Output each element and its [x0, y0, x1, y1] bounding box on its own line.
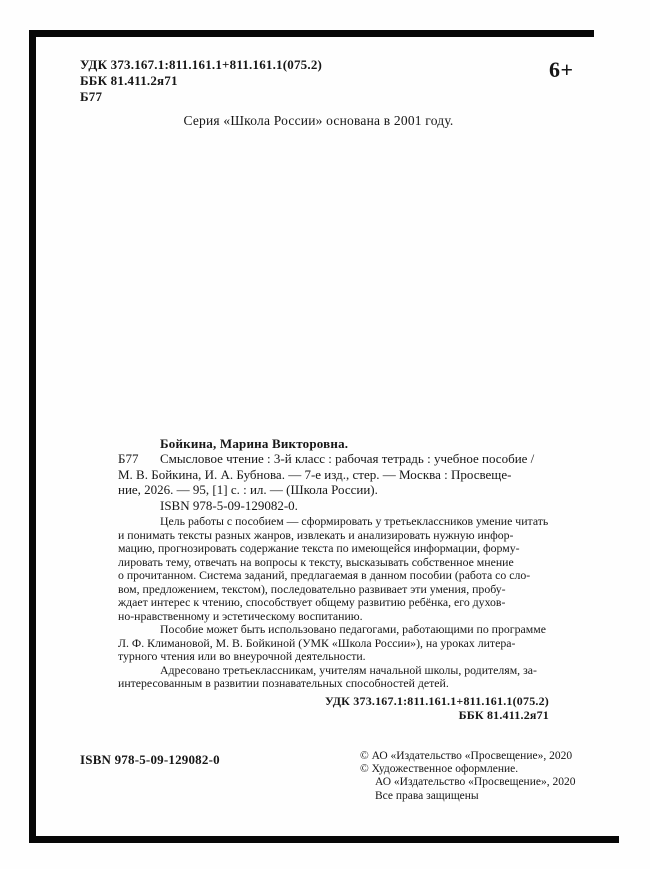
annotation-paragraph	[118, 515, 549, 623]
text-line: турного чтения или во внеурочной деятельности.	[118, 649, 366, 664]
author-sign-top: Б77	[80, 89, 103, 104]
author-sign-card: Б77	[118, 451, 139, 467]
copyright-block	[360, 750, 575, 803]
bbk-code-right: ББК 81.411.2я71	[458, 707, 549, 722]
text-line: Все права защищены	[375, 789, 479, 802]
author-heading: Бойкина, Марина Викторовна.	[160, 436, 349, 451]
page-edge-left	[29, 30, 36, 843]
text-line: интересованным в развитии познавательных способностей детей.	[118, 676, 449, 691]
text-line: ждает интерес к чтению, способствует общему развитию ребёнка, его духов-	[118, 595, 506, 610]
text-line: ние, 2026. — 95, [1] с. : ил. — (Школа России).	[118, 482, 378, 498]
text-line: © АО «Издательство «Просвещение», 2020	[360, 750, 573, 762]
bibliographic-description	[118, 451, 549, 497]
text-line: АО «Издательство «Просвещение», 2020	[375, 776, 576, 789]
annotation-paragraph	[118, 623, 549, 664]
annotation	[118, 515, 549, 691]
text-line: Пособие может быть использовано педагогами, работающими по программе	[160, 622, 546, 637]
text-line: Адресовано третьеклассникам, учителям начальной школы, родителям, за-	[160, 662, 537, 677]
page-edge-bottom	[29, 836, 619, 843]
series-note: Серия «Школа России» основана в 2001 году.	[183, 113, 454, 128]
text-line: Цель работы с пособием — сформировать у третьеклассников умение читать	[160, 514, 549, 529]
text-line: Смысловое чтение : 3-й класс : рабочая тетрадь : учебное пособие /	[160, 451, 535, 467]
text-line: © Художественное оформление.	[360, 763, 519, 776]
classification-block	[80, 57, 322, 105]
text-line: о прочитанном. Система заданий, предлагаемая в данном пособии (работа со сло-	[118, 568, 531, 583]
udk-code: УДК 373.167.1:811.161.1+811.161.1(075.2)	[80, 57, 323, 72]
text-line: Л. Ф. Климановой, М. В. Бойкиной (УМК «Школа России»), на уроках литера-	[118, 635, 516, 650]
page-edge-top	[29, 30, 594, 37]
bbk-code: ББК 81.411.2я71	[80, 73, 178, 88]
text-line: М. В. Бойкина, И. А. Бубнова. — 7-е изд., стер. — Москва : Просвеще-	[118, 466, 512, 482]
age-rating-badge: 6+	[549, 57, 574, 82]
catalog-card	[118, 436, 549, 722]
footer-isbn: ISBN 978-5-09-129082-0	[80, 752, 220, 767]
text-line: мацию, прогнозировать содержание текста по имеющейся информации, форму-	[118, 541, 520, 556]
text-line: и понимать тексты разных жанров, извлекать и анализировать нужную инфор-	[118, 527, 514, 542]
text-line: лировать тему, отвечать на вопросы к тексту, высказывать собственное мнение	[118, 554, 514, 569]
text-line: вом, предложением, текстом), последовательно развивает эти умения, пробу-	[118, 581, 506, 596]
text-line: но-нравственному и эстетическому воспитанию.	[118, 608, 363, 623]
isbn-line: ISBN 978-5-09-129082-0.	[160, 497, 298, 513]
annotation-paragraph	[118, 664, 549, 691]
udk-code-right: УДК 373.167.1:811.161.1+811.161.1(075.2)	[324, 693, 549, 708]
